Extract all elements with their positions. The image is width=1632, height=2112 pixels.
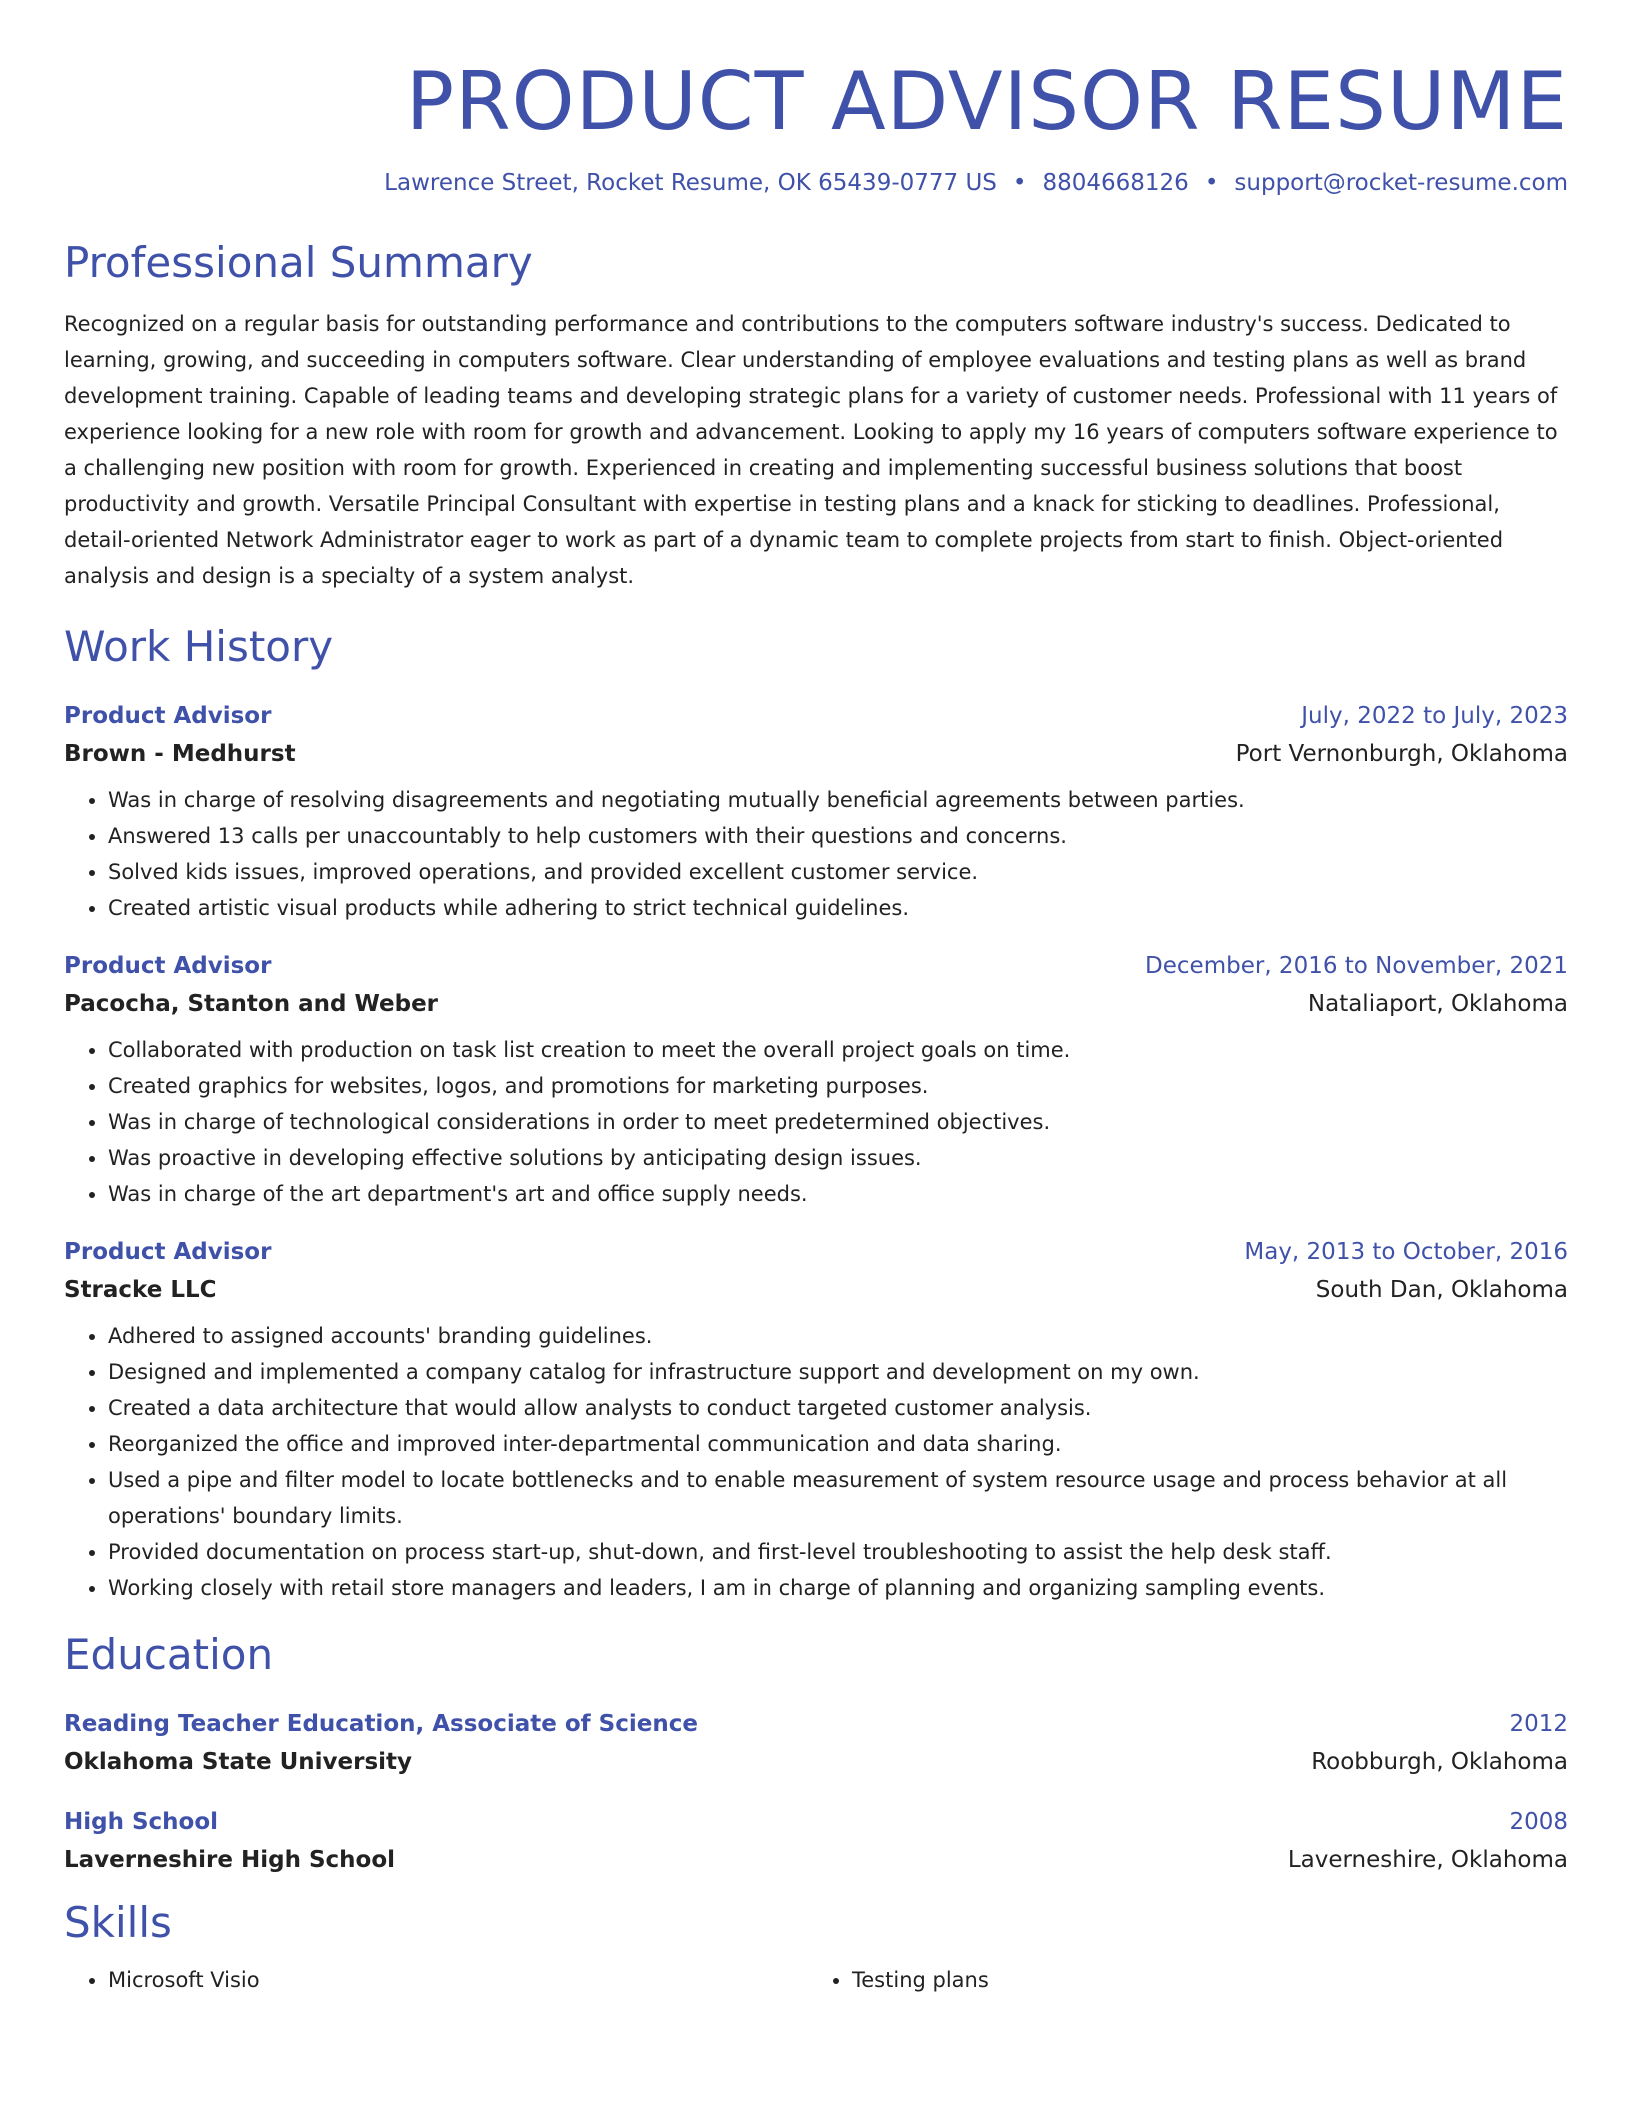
resume-page: [64, 0, 1568, 1998]
job-bullet: • Was in charge of technological considerations in order to meet predetermined objectives.: [108, 1104, 1568, 1140]
skill-item: • Microsoft Visio: [108, 1962, 808, 1998]
education-entry: [64, 1706, 1568, 1782]
job-bullets: [64, 1032, 1568, 1212]
job-bullet: • Used a pipe and filter model to locate bottlenecks and to enable measurement of system resource usage and process behavior at all operations' boundary limits.: [108, 1462, 1568, 1534]
skills-column-right: [808, 1962, 1552, 1998]
education-degree: High School: [64, 1809, 219, 1835]
education-heading: Education: [64, 1630, 274, 1679]
education-entry: [64, 1804, 1568, 1880]
job-company: Stracke LLC: [64, 1277, 217, 1303]
contact-phone[interactable]: 8804668126: [1042, 170, 1189, 196]
contact-address: Lawrence Street, Rocket Resume, OK 65439-0777 US: [384, 170, 997, 196]
job-bullets: [64, 782, 1568, 926]
job-bullet: • Created a data architecture that would allow analysts to conduct targeted customer analysis.: [108, 1390, 1568, 1426]
job-entry: [64, 948, 1568, 1212]
job-dates: July, 2022 to July, 2023: [1301, 703, 1568, 729]
job-role: Product Advisor: [64, 703, 272, 729]
job-bullet: • Was in charge of the art department's art and office supply needs.: [108, 1176, 1568, 1212]
contact-separator: •: [1204, 170, 1219, 196]
skills-list: [64, 1962, 1568, 1998]
job-bullet: • Working closely with retail store managers and leaders, I am in charge of planning and organizing sampling events.: [108, 1570, 1568, 1606]
summary-heading: Professional Summary: [64, 238, 533, 287]
job-bullet: • Solved kids issues, improved operations, and provided excellent customer service.: [108, 854, 1568, 890]
job-dates: December, 2016 to November, 2021: [1145, 953, 1568, 979]
job-bullet: • Collaborated with production on task list creation to meet the overall project goals on time.: [108, 1032, 1568, 1068]
education-year: 2008: [1509, 1809, 1568, 1835]
job-bullet: • Was in charge of resolving disagreements and negotiating mutually beneficial agreements between parties.: [108, 782, 1568, 818]
contact-email[interactable]: support@rocket-resume.com: [1234, 170, 1568, 196]
job-bullets: [64, 1318, 1568, 1606]
job-role: Product Advisor: [64, 953, 272, 979]
job-location: Nataliaport, Oklahoma: [1307, 991, 1568, 1017]
summary-text: Recognized on a regular basis for outstanding performance and contributions to the computers software industry's success. Dedicated to learning, growing, and succeeding in computers software. Clear understanding of employee evaluations and testing plans as well as brand development training. Capable of leading teams and developing strategic plans for a variety of customer needs. Professional with 11 years of experience looking for a new role with room for growth and advancement. Looking to apply my 16 years of computers software experience to a challenging new position with room for growth. Experienced in creating and implementing successful business solutions that boost productivity and growth. Versatile Principal Consultant with expertise in testing plans and a knack for sticking to deadlines. Professional, detail-oriented Network Administrator eager to work as part of a dynamic team to complete projects from start to finish. Object-oriented analysis and design is a specialty of a system analyst.: [64, 312, 1558, 588]
job-dates: May, 2013 to October, 2016: [1244, 1239, 1568, 1265]
job-bullet: • Provided documentation on process start-up, shut-down, and first-level troubleshooting to assist the help desk staff.: [108, 1534, 1568, 1570]
job-bullet: • Designed and implemented a company catalog for infrastructure support and development on my own.: [108, 1354, 1568, 1390]
job-company: Pacocha, Stanton and Weber: [64, 991, 439, 1017]
job-role: Product Advisor: [64, 1239, 272, 1265]
job-bullet: • Answered 13 calls per unaccountably to help customers with their questions and concerns.: [108, 818, 1568, 854]
contact-separator: •: [1012, 170, 1027, 196]
education-location: Roobburgh, Oklahoma: [1311, 1749, 1568, 1775]
job-bullet: • Reorganized the office and improved inter-departmental communication and data sharing.: [108, 1426, 1568, 1462]
skills-column-left: [64, 1962, 808, 1998]
job-location: South Dan, Oklahoma: [1315, 1277, 1568, 1303]
job-company: Brown - Medhurst: [64, 741, 296, 767]
work-history-heading: Work History: [64, 622, 334, 671]
job-bullet: • Was proactive in developing effective solutions by anticipating design issues.: [108, 1140, 1568, 1176]
skill-item: • Testing plans: [852, 1962, 1552, 1998]
education-year: 2012: [1509, 1711, 1568, 1737]
job-location: Port Vernonburgh, Oklahoma: [1235, 741, 1568, 767]
job-bullet: • Created artistic visual products while adhering to strict technical guidelines.: [108, 890, 1568, 926]
job-entry: [64, 698, 1568, 926]
job-bullet: • Created graphics for websites, logos, and promotions for marketing purposes.: [108, 1068, 1568, 1104]
education-location: Laverneshire, Oklahoma: [1287, 1847, 1568, 1873]
skills-heading: Skills: [64, 1898, 172, 1947]
education-school: Laverneshire High School: [64, 1847, 396, 1873]
job-entry: [64, 1234, 1568, 1606]
education-school: Oklahoma State University: [64, 1749, 413, 1775]
job-bullet: • Adhered to assigned accounts' branding guidelines.: [108, 1318, 1568, 1354]
resume-title: PRODUCT ADVISOR RESUME: [405, 55, 1568, 148]
education-degree: Reading Teacher Education, Associate of Science: [64, 1711, 698, 1737]
contact-line: [64, 168, 1568, 198]
